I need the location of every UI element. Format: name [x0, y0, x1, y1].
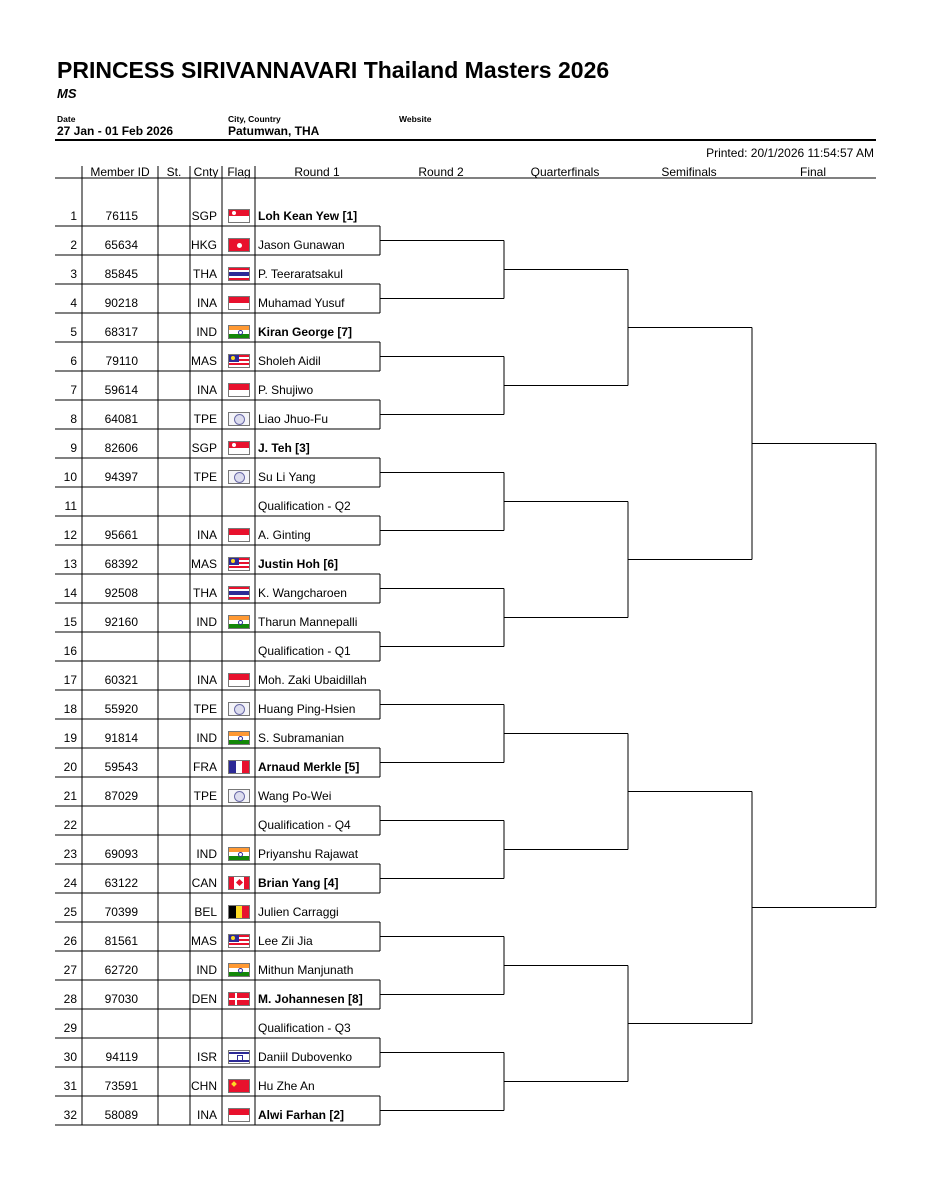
- country-code: TPE: [193, 789, 217, 803]
- player-name: K. Wangcharoen: [258, 586, 347, 600]
- draw-position: 15: [63, 615, 77, 629]
- member-id: 73591: [104, 1079, 138, 1093]
- seeded-player-name: Arnaud Merkle [5]: [258, 760, 360, 774]
- draw-position: 20: [63, 760, 77, 774]
- player-name: Tharun Mannepalli: [258, 615, 358, 629]
- country-code: IND: [196, 847, 217, 861]
- country-code: INA: [196, 528, 217, 542]
- member-id: 90218: [104, 296, 138, 310]
- draw-position: 14: [63, 586, 77, 600]
- draw-position: 16: [63, 644, 77, 658]
- seeded-player-name: Alwi Farhan [2]: [258, 1108, 345, 1122]
- draw-position: 23: [63, 847, 77, 861]
- member-id: 65634: [104, 238, 138, 252]
- member-id: 94119: [105, 1050, 138, 1064]
- date-label: Date: [57, 114, 76, 124]
- city-value: Patumwan, THA: [228, 124, 320, 138]
- player-name: Hu Zhe An: [258, 1079, 315, 1093]
- date-value: 27 Jan - 01 Feb 2026: [57, 124, 174, 138]
- country-code: TPE: [193, 412, 217, 426]
- country-code: IND: [196, 963, 217, 977]
- draw-position: 19: [63, 731, 77, 745]
- draw-position: 11: [64, 499, 77, 513]
- draw-position: 9: [70, 441, 77, 455]
- country-code: MAS: [190, 557, 217, 571]
- country-code: INA: [196, 296, 217, 310]
- country-code: THA: [193, 586, 217, 600]
- player-name: Su Li Yang: [258, 470, 316, 484]
- member-id: 69093: [104, 847, 138, 861]
- member-id: 97030: [104, 992, 138, 1006]
- seeded-player-name: J. Teh [3]: [258, 441, 310, 455]
- col-flag: Flag: [227, 165, 251, 179]
- player-name: Jason Gunawan: [258, 238, 345, 252]
- member-id: 81561: [104, 934, 138, 948]
- country-code: DEN: [191, 992, 217, 1006]
- country-code: ISR: [196, 1050, 217, 1064]
- player-name: Qualification - Q3: [258, 1021, 351, 1035]
- draw-position: 32: [63, 1108, 77, 1122]
- player-name: Julien Carraggi: [258, 905, 339, 919]
- draw-position: 13: [63, 557, 77, 571]
- seeded-player-name: M. Johannesen [8]: [258, 992, 363, 1006]
- website-label: Website: [399, 114, 432, 124]
- draw-position: 24: [63, 876, 77, 890]
- player-name: Sholeh Aidil: [258, 354, 321, 368]
- member-id: 85845: [104, 267, 138, 281]
- seeded-player-name: Brian Yang [4]: [258, 876, 339, 890]
- player-name: Priyanshu Rajawat: [258, 847, 359, 861]
- seeded-player-name: Loh Kean Yew [1]: [258, 209, 358, 223]
- member-id: 62720: [104, 963, 138, 977]
- draw-position: 2: [70, 238, 77, 252]
- player-name: Qualification - Q2: [258, 499, 351, 513]
- country-code: IND: [196, 325, 217, 339]
- draw-position: 22: [63, 818, 77, 832]
- member-id: 55920: [104, 702, 138, 716]
- country-code: CHN: [191, 1079, 217, 1093]
- country-code: INA: [196, 673, 217, 687]
- country-code: CAN: [191, 876, 217, 890]
- draw-position: 12: [63, 528, 77, 542]
- member-id: 76115: [105, 209, 138, 223]
- draw-position: 6: [70, 354, 77, 368]
- draw-position: 5: [70, 325, 77, 339]
- player-name: P. Shujiwo: [258, 383, 314, 397]
- country-code: BEL: [194, 905, 217, 919]
- col-status: St.: [166, 165, 182, 179]
- draw-position: 31: [63, 1079, 77, 1093]
- player-name: Huang Ping-Hsien: [258, 702, 356, 716]
- country-code: IND: [196, 731, 217, 745]
- member-id: 94397: [104, 470, 138, 484]
- country-code: INA: [196, 383, 217, 397]
- member-id: 92160: [104, 615, 138, 629]
- player-name: Moh. Zaki Ubaidillah: [258, 673, 367, 687]
- player-name: S. Subramanian: [258, 731, 345, 745]
- country-code: HKG: [190, 238, 217, 252]
- draw-position: 25: [63, 905, 77, 919]
- col-semifinals: Semifinals: [661, 165, 717, 179]
- member-id: 70399: [104, 905, 138, 919]
- draw-position: 17: [63, 673, 77, 687]
- member-id: 63122: [104, 876, 138, 890]
- country-code: IND: [196, 615, 217, 629]
- country-code: MAS: [190, 934, 217, 948]
- draw-position: 29: [63, 1021, 77, 1035]
- draw-position: 8: [70, 412, 77, 426]
- player-name: Qualification - Q1: [258, 644, 351, 658]
- member-id: 58089: [104, 1108, 138, 1122]
- country-code: SGP: [191, 209, 217, 223]
- player-name: P. Teeraratsakul: [258, 267, 343, 281]
- country-code: FRA: [193, 760, 217, 774]
- member-id: 92508: [104, 586, 138, 600]
- member-id: 95661: [104, 528, 138, 542]
- member-id: 68317: [104, 325, 138, 339]
- country-code: TPE: [193, 702, 217, 716]
- player-name: Mithun Manjunath: [258, 963, 354, 977]
- seeded-player-name: Justin Hoh [6]: [258, 557, 338, 571]
- city-label: City, Country: [228, 114, 281, 124]
- col-round-1: Round 1: [294, 165, 340, 179]
- draw-position: 4: [70, 296, 77, 310]
- draw-position: 28: [63, 992, 77, 1006]
- draw-position: 21: [63, 789, 77, 803]
- draw-position: 27: [63, 963, 77, 977]
- member-id: 91814: [104, 731, 138, 745]
- member-id: 82606: [104, 441, 138, 455]
- member-id: 87029: [104, 789, 138, 803]
- col-country: Cnty: [193, 165, 219, 179]
- player-name: Wang Po-Wei: [258, 789, 332, 803]
- col-member-id: Member ID: [90, 165, 150, 179]
- country-code: THA: [193, 267, 217, 281]
- player-name: Muhamad Yusuf: [258, 296, 345, 310]
- draw-position: 3: [70, 267, 77, 281]
- col-quarterfinals: Quarterfinals: [530, 165, 600, 179]
- draw-position: 7: [70, 383, 77, 397]
- country-code: TPE: [193, 470, 217, 484]
- event-name: MS: [57, 86, 77, 101]
- draw-position: 18: [63, 702, 77, 716]
- player-name: Qualification - Q4: [258, 818, 351, 832]
- draw-position: 1: [70, 209, 77, 223]
- country-code: INA: [196, 1108, 217, 1122]
- member-id: 59543: [104, 760, 138, 774]
- member-id: 79110: [105, 354, 138, 368]
- seeded-player-name: Kiran George [7]: [258, 325, 353, 339]
- draw-position: 26: [63, 934, 77, 948]
- col-final: Final: [799, 165, 826, 179]
- printed-timestamp: Printed: 20/1/2026 11:54:57 AM: [706, 146, 874, 160]
- player-name: Daniil Dubovenko: [258, 1050, 353, 1064]
- tournament-title: PRINCESS SIRIVANNAVARI Thailand Masters 2026: [57, 57, 610, 83]
- col-round-2: Round 2: [418, 165, 464, 179]
- country-code: SGP: [191, 441, 217, 455]
- country-code: MAS: [190, 354, 217, 368]
- member-id: 60321: [104, 673, 138, 687]
- draw-position: 30: [63, 1050, 77, 1064]
- member-id: 68392: [104, 557, 138, 571]
- player-name: Lee Zii Jia: [258, 934, 313, 948]
- draw-position: 10: [63, 470, 77, 484]
- member-id: 64081: [104, 412, 138, 426]
- player-name: Liao Jhuo-Fu: [258, 412, 329, 426]
- member-id: 59614: [104, 383, 138, 397]
- player-name: A. Ginting: [258, 528, 311, 542]
